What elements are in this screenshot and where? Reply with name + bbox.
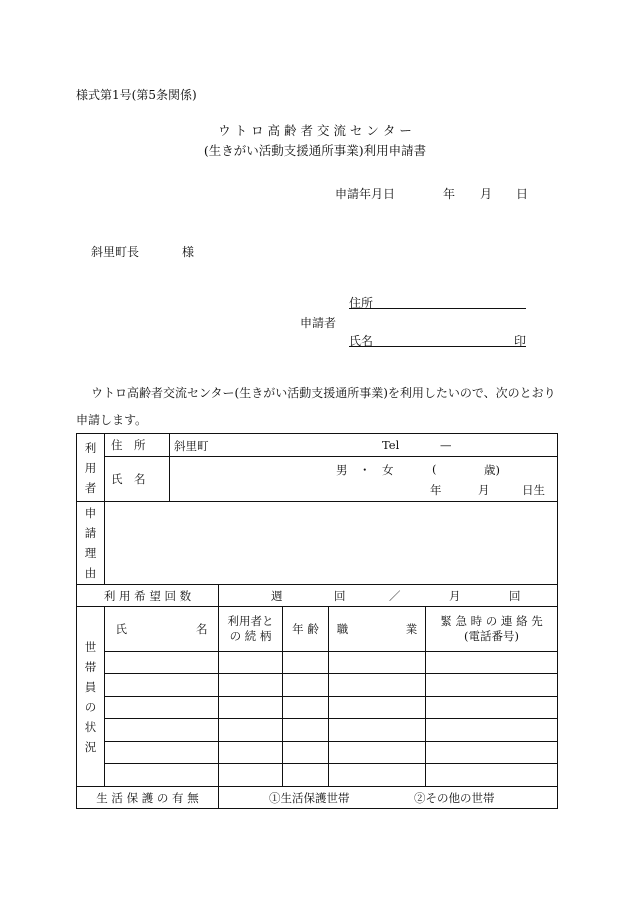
addressee-honorific: 様 xyxy=(182,245,195,259)
household-row xyxy=(77,697,558,719)
applicant-label: 申請者 xyxy=(300,316,337,330)
application-table xyxy=(76,433,558,809)
household-row xyxy=(77,652,558,674)
address-label-cell: 住 所 xyxy=(105,434,170,457)
date-day: 日 xyxy=(516,187,529,201)
frequency-value[interactable]: 週 回 ／ 月 回 xyxy=(219,585,558,607)
name-label-cell: 氏 名 xyxy=(105,457,170,502)
reason-input[interactable] xyxy=(105,502,558,585)
user-section-label: 利 用 者 xyxy=(77,434,105,502)
title-line-1: ウ ト ロ 高 齢 者 交 流 セ ン タ ー xyxy=(218,123,412,138)
date-year: 年 xyxy=(443,187,456,201)
household-row xyxy=(77,719,558,742)
application-date-label: 申請年月日 xyxy=(335,187,396,201)
intro-text-line-1: ウトロ高齢者交流センター(生きがい活動支援通所事業)を利用したいので、次のとおり xyxy=(91,386,556,400)
applicant-name-line xyxy=(349,332,526,347)
applicant-address-line xyxy=(349,294,526,309)
addressee-name: 斜里町長 xyxy=(91,245,140,259)
welfare-label: 生 活 保 護 の 有 無 xyxy=(77,787,219,809)
household-section-label: 世 帯 員 の 状 況 xyxy=(77,607,105,787)
welfare-option-2[interactable]: ②その他の世帯 xyxy=(414,791,495,805)
reason-label: 申 請 理 由 xyxy=(77,502,105,585)
title-line-2: (生きがい活動支援通所事業)利用申請書 xyxy=(203,143,427,158)
name-value-cell[interactable]: 男 ・ 女 ( 歳) 年 月 日生 xyxy=(170,457,558,502)
tel-dash: — xyxy=(440,438,452,452)
frequency-label: 利 用 希 望 回 数 xyxy=(77,585,219,607)
form-number: 様式第1号(第5条関係) xyxy=(76,88,197,102)
address-value-cell[interactable]: 斜里町 Tel — xyxy=(170,434,558,457)
col-header-relation: 利用者と の 続 柄 xyxy=(219,607,283,652)
household-row xyxy=(77,742,558,764)
intro-text-line-2: 申請します。 xyxy=(76,413,148,427)
col-header-emergency: 緊 急 時 の 連 絡 先 (電話番号) xyxy=(426,607,558,652)
col-header-occupation: 職 業 xyxy=(329,607,426,652)
welfare-options xyxy=(219,787,558,809)
seal-mark: 印 xyxy=(513,334,526,348)
welfare-option-1[interactable]: ①生活保護世帯 xyxy=(269,791,350,805)
household-row xyxy=(77,674,558,697)
household-row xyxy=(77,764,558,787)
date-month: 月 xyxy=(480,187,493,201)
gender-options: 男 ・ 女 xyxy=(336,463,394,477)
applicant-name-label: 氏名 xyxy=(349,334,374,348)
tel-label: Tel xyxy=(382,438,400,452)
applicant-address-label: 住所 xyxy=(349,296,374,310)
col-header-age: 年 齢 xyxy=(283,607,329,652)
col-header-name: 氏 名 xyxy=(105,607,219,652)
